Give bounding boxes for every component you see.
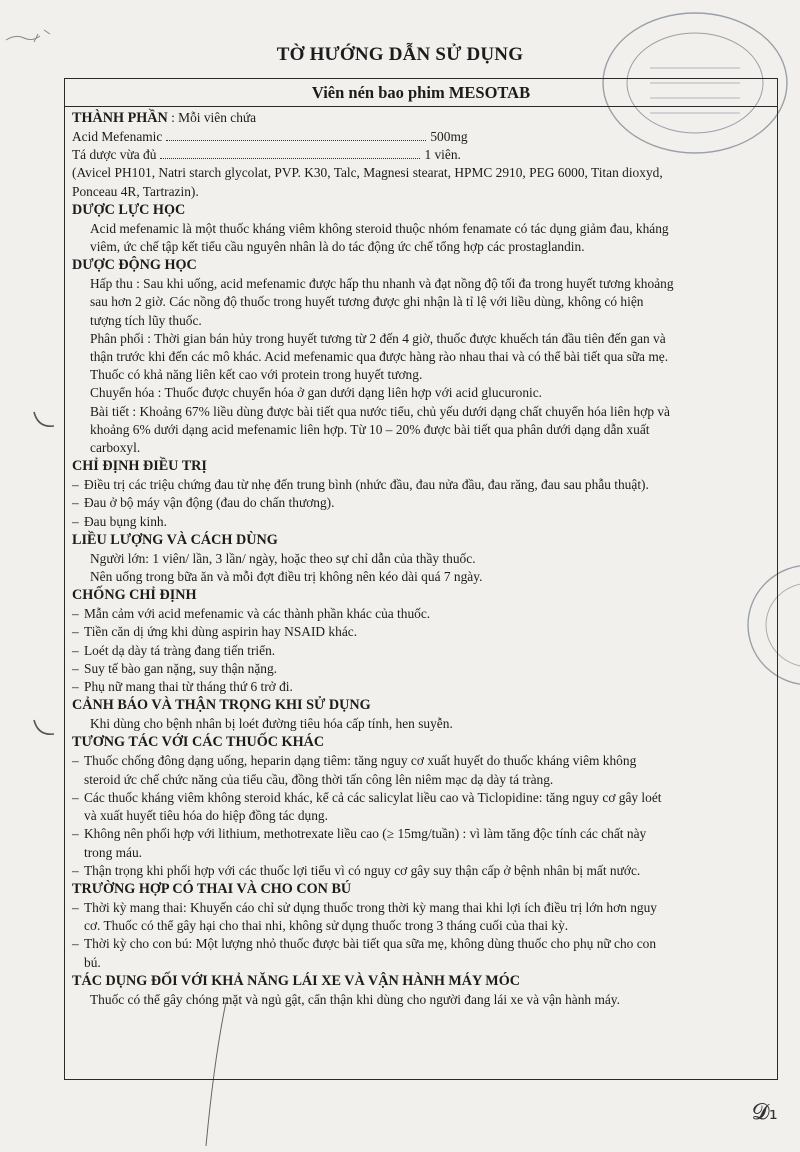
list-item: – Suy tế bào gan nặng, suy thận nặng. <box>72 660 278 676</box>
list-item: – Thời kỳ mang thai: Khuyến cáo chỉ sử dụng thuốc trong thời kỳ mang thai khi lợi ích điều trị lớn hơn nguy cơ. Thuốc có thể gây hại cho thai nhi, không sử dụng thuốc trong 3 tháng cuối của thai kỳ. <box>72 899 657 934</box>
ingredient-label: Tá dược vừa đủ <box>72 147 157 163</box>
section-heading: DƯỢC LỰC HỌC <box>72 201 186 218</box>
paragraph-hap-thu <box>72 275 769 330</box>
ingredient-row <box>72 146 769 164</box>
list-item: – Không nên phối hợp với lithium, methotrexate liều cao (≥ 15mg/tuần) : vì làm tăng độc tính các chất này trong máu. <box>72 826 647 860</box>
section-heading: TRƯỜNG HỢP CÓ THAI VÀ CHO CON BÚ <box>72 880 352 897</box>
paragraph-phan-phoi <box>72 330 769 385</box>
text-line: Người lớn: 1 viên/ lần, 3 lần/ ngày, hoặc theo sự chỉ dẫn của thầy thuốc. <box>90 550 476 566</box>
text-line: tượng tích lũy thuốc. <box>90 312 202 328</box>
text-line: Khi dùng cho bệnh nhân bị loét đường tiêu hóa cấp tính, hen suyễn. <box>90 716 453 732</box>
text-line: sau hơn 2 giờ. Các nồng độ thuốc trong huyết tương được ghi nhận là tỉ lệ với liều dùng, không có hiện <box>90 294 644 310</box>
text-line: Phân phối : Thời gian bán hủy trong huyết tương từ 2 đến 4 giờ, thuốc được khuếch tán đầu tiên đến gan và <box>90 330 666 346</box>
list-item: – Đau ở bộ máy vận động (đau do chấn thương). <box>72 495 335 511</box>
bracket-mark <box>30 408 60 438</box>
ingredient-value: 1 viên. <box>424 147 461 163</box>
page-initial-mark: 𝓓₁ <box>752 1100 778 1125</box>
section-heading: LIỀU LƯỢNG VÀ CÁCH DÙNG <box>72 531 278 548</box>
list-item: – Mẫn cảm với acid mefenamic và các thành phần khác của thuốc. <box>72 606 431 622</box>
paragraph-bai-tiet <box>72 403 769 458</box>
dotted-leader <box>166 130 426 141</box>
dotted-leader <box>160 148 420 159</box>
paragraph <box>72 220 769 256</box>
text-line: Hấp thu : Sau khi uống, acid mefenamic được hấp thu nhanh và đạt nồng độ tối đa trong huyết tương khoảng <box>90 276 674 292</box>
list-item: – Phụ nữ mang thai từ tháng thứ 6 trở đi. <box>72 679 293 695</box>
section-heading: CHỈ ĐỊNH ĐIỀU TRỊ <box>72 458 207 475</box>
list-item: – Thời kỳ cho con bú: Một lượng nhỏ thuốc được bài tiết qua sữa mẹ, không dùng thuốc cho phụ nữ cho con bú. <box>72 936 657 970</box>
section-heading: TÁC DỤNG ĐỐI VỚI KHẢ NĂNG LÁI XE VÀ VẬN HÀNH MÁY MÓC <box>72 972 520 989</box>
paragraph-chuyen-hoa <box>72 384 769 402</box>
text-line: Nên uống trong bữa ăn và mỗi đợt điều trị không nên kéo dài quá 7 ngày. <box>90 569 483 585</box>
list-item: – Thuốc chống đông dạng uống, heparin dạng tiêm: tăng nguy cơ xuất huyết do thuốc kháng viêm không steroid ức chế chức năng của tiểu cầu, đồng thời tấn công lên niêm mạc dạ dày tá tràng. <box>72 753 637 787</box>
excipient-line: Ponceau 4R, Tartrazin). <box>72 183 199 199</box>
ingredient-label: Acid Mefenamic <box>72 129 163 144</box>
text-line: Bài tiết : Khoảng 67% liều dùng được bài tiết qua nước tiểu, chủ yếu dưới dạng chất chuyển hóa liên hợp và <box>90 403 670 419</box>
ingredient-value: 500mg <box>430 129 468 144</box>
list-item: – Thận trọng khi phối hợp với các thuốc lợi tiểu vì có nguy cơ gây suy thận cấp ở bệnh nhân bị mất nước. <box>72 862 641 878</box>
text-line: Thuốc có thể gây chóng mặt và ngủ gật, cẩn thận khi dùng cho người đang lái xe và vận hành máy. <box>90 991 620 1007</box>
paragraph <box>72 991 769 1009</box>
section-heading: CẢNH BÁO VÀ THẬN TRỌNG KHI SỬ DỤNG <box>72 697 371 714</box>
document-frame <box>64 78 778 1080</box>
list-item: – Tiền căn dị ứng khi dùng aspirin hay NSAID khác. <box>72 624 358 640</box>
section-intro: : Mỗi viên chứa <box>167 110 257 125</box>
product-title: Viên nén bao phim MESOTAB <box>65 79 777 107</box>
paragraph <box>72 715 769 733</box>
text-line: Thuốc có khả năng liên kết cao với protein trong huyết tương. <box>90 367 423 383</box>
list-item: – Điều trị các triệu chứng đau từ nhẹ đến trung bình (nhức đầu, đau nửa đầu, đau răng, đau sau phẫu thuật). <box>72 477 649 493</box>
text-line: Acid mefenamic là một thuốc kháng viêm không steroid thuộc nhóm fenamate có tác dụng giảm đau, kháng <box>90 220 669 236</box>
section-heading: THÀNH PHẦN <box>72 110 168 126</box>
list-item: – Loét dạ dày tá tràng đang tiến triển. <box>72 642 276 658</box>
paragraph <box>72 550 769 586</box>
text-line: viêm, ức chế tập kết tiểu cầu nguyên nhân là do tác động ức chế tổng hợp các prostaglandin. <box>90 239 585 255</box>
list-item: – Đau bụng kinh. <box>72 513 167 529</box>
section-thanh-phan-head <box>72 109 769 128</box>
document-content <box>65 107 777 1009</box>
text-line: khoảng 6% dưới dạng acid mefenamic liên hợp. Từ 10 – 20% được bài tiết qua phân dưới dạng dẫn xuất <box>90 421 650 437</box>
section-heading: CHỐNG CHỈ ĐỊNH <box>72 587 197 604</box>
bracket-mark <box>30 716 60 746</box>
text-line: carboxyl. <box>90 440 141 456</box>
ingredient-row <box>72 128 769 146</box>
text-line: thận trước khi đến các mô khác. Acid mefenamic qua được hàng rào nhau thai và có thể bài tiết qua sữa mẹ. <box>90 349 669 365</box>
excipient-line: (Avicel PH101, Natri starch glycolat, PVP. K30, Talc, Magnesi stearat, HPMC 2910, PEG 6000, Titan dioxyd, <box>72 165 663 181</box>
section-heading: DƯỢC ĐỘNG HỌC <box>72 257 197 274</box>
page-title: TỜ HƯỚNG DẪN SỬ DỤNG <box>276 44 524 65</box>
section-heading: TƯƠNG TÁC VỚI CÁC THUỐC KHÁC <box>72 734 325 751</box>
list-item: – Các thuốc kháng viêm không steroid khác, kể cả các salicylat liều cao và Ticlopidine: tăng nguy cơ gây loét và xuất huyết tiêu hóa do hiệp đồng tác dụng. <box>72 789 662 824</box>
text-line: Chuyển hóa : Thuốc được chuyển hóa ở gan dưới dạng liên hợp với acid glucuronic. <box>90 385 543 401</box>
